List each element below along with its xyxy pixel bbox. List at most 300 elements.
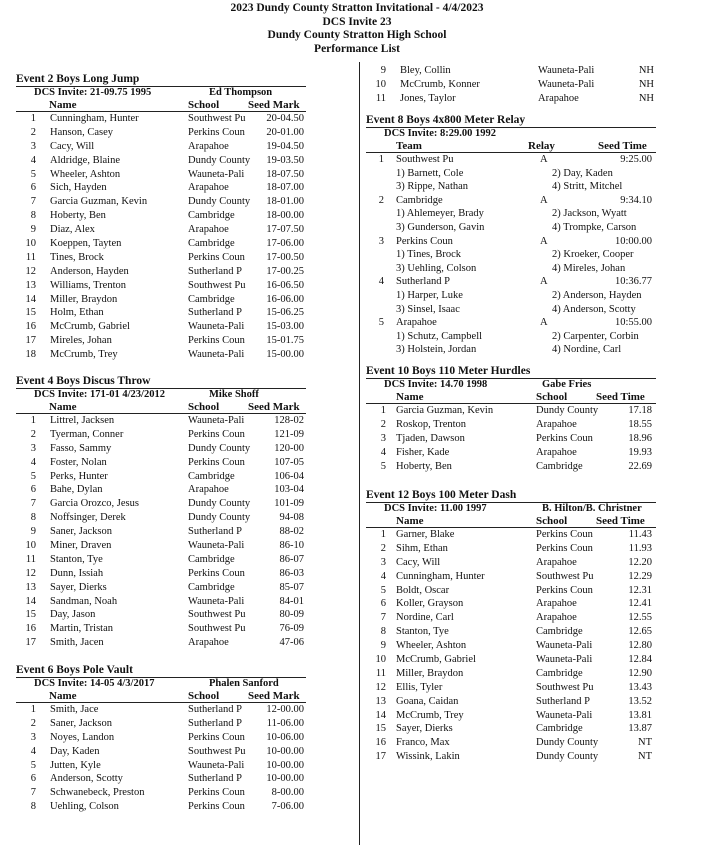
- team-name: Perkins Coun: [396, 235, 453, 247]
- mark: NT: [638, 751, 652, 763]
- place: 14: [25, 595, 36, 607]
- col-school: School: [536, 515, 568, 527]
- runner: 1) Tines, Brock: [396, 249, 462, 261]
- athlete-name: Stanton, Tye: [50, 553, 103, 565]
- result-row: [16, 112, 306, 126]
- result-row: [366, 597, 656, 611]
- place: 4: [30, 456, 36, 468]
- place: 3: [380, 432, 386, 444]
- relay-letter: A: [540, 317, 548, 329]
- place: 1: [30, 415, 36, 426]
- result-row: [366, 722, 656, 736]
- results-list: [16, 414, 306, 650]
- meet-subtitle: DCS Invite 23: [322, 15, 392, 28]
- col-school: School: [188, 401, 220, 413]
- mark: 76-09: [279, 623, 304, 635]
- runner: 1) Schutz, Campbell: [396, 330, 483, 342]
- place: 2: [378, 194, 384, 206]
- mark: 12.55: [628, 612, 652, 624]
- school: Perkins Coun: [188, 787, 245, 799]
- athlete-name: Jutten, Kyle: [50, 759, 101, 771]
- athlete-name: McCrumb, Trey: [396, 709, 464, 721]
- result-row: [366, 750, 656, 764]
- school: Arapahoe: [188, 484, 229, 496]
- athlete-name: Hoberty, Ben: [50, 210, 106, 222]
- record-label: DCS Invite: 8:29.00 1992: [384, 128, 496, 139]
- school: Perkins Coun: [188, 456, 245, 468]
- relay-runners-row: [366, 330, 656, 344]
- place: 11: [25, 553, 36, 565]
- mark: 12.29: [628, 570, 652, 582]
- host-school: Dundy County Stratton High School: [267, 29, 447, 41]
- athlete-name: Garcia Guzman, Kevin: [396, 405, 494, 416]
- record-label: DCS Invite: 14.70 1998: [384, 379, 488, 390]
- athlete-name: Cacy, Will: [50, 140, 95, 152]
- result-row: [16, 306, 306, 320]
- relay-runners-row: [366, 180, 656, 194]
- school: Perkins Coun: [536, 529, 593, 540]
- mark: 13.52: [628, 695, 652, 707]
- runner: 2) Kroeker, Cooper: [552, 249, 634, 261]
- school: Arapahoe: [188, 182, 229, 194]
- school: Sutherland P: [188, 704, 242, 715]
- athlete-name: Cunningham, Hunter: [396, 570, 485, 582]
- place: 3: [380, 556, 386, 568]
- athlete-name: McCrumb, Konner: [400, 78, 480, 90]
- athlete-name: Cacy, Will: [396, 556, 441, 568]
- relay-runners-row: [366, 262, 656, 276]
- place: 10: [375, 654, 386, 666]
- runner: 2) Anderson, Hayden: [552, 289, 642, 301]
- event-8-section: [366, 113, 656, 357]
- athlete-name: Garcia Orozco, Jesus: [50, 498, 139, 510]
- school: Cambridge: [536, 667, 583, 679]
- athlete-name: Mireles, Johan: [50, 335, 112, 347]
- place: 9: [30, 526, 36, 538]
- mark: 19.93: [628, 446, 652, 458]
- event-title: Event 2 Boys Long Jump: [16, 73, 140, 85]
- school: Sutherland P: [188, 307, 242, 319]
- place: 8: [30, 210, 36, 222]
- record-label: DCS Invite: 14-05 4/3/2017: [34, 678, 155, 689]
- athlete-name: Anderson, Hayden: [50, 265, 129, 277]
- place: 13: [375, 695, 386, 707]
- col-name: Name: [49, 690, 77, 702]
- mark: 15-00.00: [266, 349, 304, 361]
- result-row: [16, 154, 306, 168]
- relay-team-row: [366, 235, 656, 249]
- school: Dundy County: [188, 196, 251, 208]
- seed-time: 10:36.77: [614, 276, 652, 288]
- mark: 20-04.50: [266, 113, 304, 124]
- mark: 12.84: [628, 654, 652, 666]
- school: Arapahoe: [536, 598, 577, 610]
- result-row: [366, 611, 656, 625]
- record-line: [16, 677, 306, 690]
- mark: 101-09: [274, 498, 304, 510]
- relay-team-row: [366, 194, 656, 208]
- school: Dundy County: [188, 442, 251, 454]
- record-label: DCS Invite: 171-01 4/23/2012: [34, 389, 165, 400]
- athlete-name: Sandman, Noah: [50, 595, 118, 607]
- place: 12: [375, 681, 386, 693]
- school: Perkins Coun: [188, 567, 245, 579]
- place: 9: [30, 224, 36, 236]
- relay-results: [366, 153, 656, 357]
- school: Dundy County: [536, 405, 599, 416]
- athlete-name: Holm, Ethan: [50, 307, 104, 319]
- result-row: [16, 237, 306, 251]
- athlete-name: Wheeler, Ashton: [396, 640, 467, 652]
- result-row: [16, 553, 306, 567]
- place: 5: [30, 759, 36, 771]
- event-title: Event 4 Boys Discus Throw: [16, 375, 151, 387]
- mark: 10-00.00: [266, 773, 304, 785]
- seed-time: 9:25.00: [620, 154, 652, 165]
- runner: 3) Holstein, Jordan: [396, 344, 477, 356]
- event-6-section: [16, 663, 306, 814]
- relay-team-row: [366, 275, 656, 289]
- mark: 7-06.00: [271, 801, 304, 813]
- athlete-name: Noffsinger, Derek: [50, 512, 126, 524]
- athlete-name: Fisher, Kade: [396, 446, 450, 458]
- mark: 10-00.00: [266, 759, 304, 771]
- place: 2: [30, 717, 36, 729]
- result-row: [16, 567, 306, 581]
- mark: 17.18: [628, 405, 652, 416]
- school: Southwest Pu: [188, 623, 246, 635]
- school: Wauneta-Pali: [188, 168, 245, 180]
- result-row: [16, 759, 306, 773]
- school: Sutherland P: [188, 265, 242, 277]
- runner: 2) Day, Kaden: [552, 167, 613, 179]
- school: Perkins Coun: [188, 251, 245, 263]
- mark: 18-07.00: [266, 182, 304, 194]
- place: 4: [378, 276, 384, 288]
- mark: 12.31: [628, 584, 652, 596]
- col-name: Name: [396, 515, 424, 527]
- athlete-name: Hanson, Casey: [50, 126, 113, 138]
- runner: 4) Trompke, Carson: [552, 221, 637, 233]
- mark: 17-00.50: [266, 251, 304, 263]
- athlete-name: Garcia Guzman, Kevin: [50, 196, 148, 208]
- event-title: Event 10 Boys 110 Meter Hurdles: [366, 365, 531, 377]
- results-list: [366, 64, 656, 106]
- result-row: [16, 195, 306, 209]
- result-row: [366, 92, 656, 106]
- place: 1: [380, 529, 386, 540]
- place: 13: [25, 581, 36, 593]
- result-row: [16, 483, 306, 497]
- athlete-name: Day, Kaden: [50, 745, 100, 757]
- mark: 15-01.75: [266, 335, 304, 347]
- mark: NH: [638, 92, 654, 104]
- athlete-name: Williams, Trenton: [50, 279, 127, 291]
- col-seed-time: Seed Time: [596, 391, 645, 403]
- result-row: [16, 334, 306, 348]
- record-holder: B. Hilton/B. Christner: [542, 503, 642, 514]
- place: 10: [25, 238, 36, 250]
- mark: 12.41: [628, 598, 652, 610]
- result-row: [16, 456, 306, 470]
- mark: 19-03.50: [266, 154, 304, 166]
- result-row: [16, 265, 306, 279]
- result-row: [16, 168, 306, 182]
- athlete-name: Tjaden, Dawson: [396, 432, 465, 444]
- mark: 47-06: [279, 637, 304, 649]
- athlete-name: Noyes, Landon: [50, 731, 115, 743]
- mark: 13.87: [628, 723, 652, 735]
- place: 1: [380, 405, 386, 416]
- result-row: [16, 414, 306, 428]
- place: 16: [25, 321, 36, 333]
- column-header: [16, 690, 306, 703]
- relay-letter: A: [540, 194, 548, 206]
- athlete-name: Uehling, Colson: [50, 801, 119, 813]
- place: 3: [30, 731, 36, 743]
- school: Wauneta-Pali: [188, 540, 245, 552]
- place: 12: [25, 265, 36, 277]
- mark: NH: [638, 78, 654, 90]
- athlete-name: Wissink, Lakin: [396, 751, 460, 763]
- record-holder: Mike Shoff: [209, 389, 259, 400]
- athlete-name: Roskop, Trenton: [396, 418, 467, 430]
- place: 16: [375, 737, 386, 749]
- school: Perkins Coun: [536, 432, 593, 444]
- runner: 3) Rippe, Nathan: [396, 181, 469, 193]
- result-row: [366, 667, 656, 681]
- place: 1: [378, 154, 384, 165]
- school: Southwest Pu: [188, 609, 246, 621]
- result-row: [16, 428, 306, 442]
- runner: 1) Harper, Luke: [396, 289, 463, 301]
- school: Wauneta-Pali: [536, 654, 593, 666]
- mark: 12-00.00: [266, 704, 304, 715]
- athlete-name: Miller, Braydon: [396, 667, 464, 679]
- mark: 12.20: [628, 556, 652, 568]
- mark: 20-01.00: [266, 126, 304, 138]
- athlete-name: Smith, Jace: [50, 704, 99, 715]
- mark: 18.55: [628, 418, 652, 430]
- result-row: [16, 636, 306, 650]
- relay-team-row: [366, 153, 656, 167]
- result-row: [366, 709, 656, 723]
- athlete-name: Cunningham, Hunter: [50, 113, 139, 124]
- athlete-name: Stanton, Tye: [396, 626, 449, 638]
- event-2-section: [16, 72, 306, 362]
- mark: 10-06.00: [266, 731, 304, 743]
- result-row: [16, 539, 306, 553]
- place: 10: [25, 540, 36, 552]
- result-row: [16, 731, 306, 745]
- result-row: [16, 745, 306, 759]
- mark: 17-07.50: [266, 224, 304, 236]
- athlete-name: Bahe, Dylan: [50, 484, 103, 496]
- school: Perkins Coun: [188, 801, 245, 813]
- record-line: [366, 127, 656, 140]
- place: 11: [375, 667, 386, 679]
- school: Arapahoe: [536, 612, 577, 624]
- place: 10: [375, 78, 386, 90]
- place: 12: [25, 567, 36, 579]
- result-row: [366, 78, 656, 92]
- column-header: [366, 140, 656, 153]
- result-row: [366, 681, 656, 695]
- mark: 103-04: [274, 484, 304, 496]
- column-header: [16, 401, 306, 414]
- runner: 3) Sinsel, Isaac: [396, 303, 460, 315]
- school: Southwest Pu: [536, 570, 594, 582]
- mark: 15-06.25: [266, 307, 304, 319]
- result-row: [16, 348, 306, 362]
- event-10-section: [366, 364, 656, 473]
- seed-time: 10:00.00: [614, 235, 652, 247]
- mark: 12.80: [628, 640, 652, 652]
- result-row: [16, 497, 306, 511]
- relay-runners-row: [366, 289, 656, 303]
- mark: 13.43: [628, 681, 652, 693]
- place: 6: [30, 773, 36, 785]
- result-row: [366, 460, 656, 474]
- mark: NT: [638, 737, 652, 749]
- school: Perkins Coun: [536, 584, 593, 596]
- result-row: [366, 570, 656, 584]
- mark: 86-03: [279, 567, 304, 579]
- place: 17: [25, 335, 36, 347]
- runner: 4) Stritt, Mitchel: [552, 181, 623, 193]
- result-row: [16, 279, 306, 293]
- event-4-section: [16, 374, 306, 650]
- school: Cambridge: [188, 470, 235, 482]
- school: Southwest Pu: [188, 113, 246, 124]
- mark: 11.93: [628, 542, 652, 554]
- event-title: Event 8 Boys 4x800 Meter Relay: [366, 114, 526, 126]
- result-row: [16, 608, 306, 622]
- school: Wauneta-Pali: [188, 759, 245, 771]
- school: Dundy County: [188, 498, 251, 510]
- athlete-name: Ellis, Tyler: [396, 681, 443, 693]
- record-line: [366, 502, 656, 515]
- runner: 2) Jackson, Wyatt: [552, 208, 627, 220]
- result-row: [16, 442, 306, 456]
- runner: 4) Nordine, Carl: [552, 344, 622, 356]
- place: 7: [380, 612, 386, 624]
- runner: 3) Gunderson, Gavin: [396, 221, 485, 233]
- mark: 16-06.50: [266, 279, 304, 291]
- athlete-name: Wheeler, Ashton: [50, 168, 121, 180]
- runner: 1) Ahlemeyer, Brady: [396, 208, 484, 220]
- mark: 18-00.00: [266, 210, 304, 222]
- mark: 11.43: [628, 529, 652, 540]
- column-divider: [359, 62, 360, 845]
- school: Wauneta-Pali: [536, 640, 593, 652]
- record-line: [16, 86, 306, 99]
- place: 5: [380, 584, 386, 596]
- mark: 106-04: [274, 470, 304, 482]
- school: Cambridge: [536, 460, 583, 472]
- record-holder: Phalen Sanford: [209, 678, 279, 689]
- athlete-name: Garner, Blake: [396, 529, 455, 540]
- mark: 18-07.50: [266, 168, 304, 180]
- relay-letter: A: [540, 154, 548, 165]
- mark: 128-02: [274, 415, 304, 426]
- place: 2: [380, 542, 386, 554]
- relay-runners-row: [366, 207, 656, 221]
- school: Arapahoe: [536, 446, 577, 458]
- school: Dundy County: [536, 751, 599, 763]
- result-row: [366, 404, 656, 418]
- athlete-name: Martin, Tristan: [50, 623, 114, 635]
- result-row: [16, 470, 306, 484]
- school: Perkins Coun: [188, 428, 245, 440]
- col-name: Name: [49, 99, 77, 111]
- result-row: [16, 209, 306, 223]
- record-holder: Ed Thompson: [209, 87, 273, 98]
- athlete-name: Smith, Jacen: [50, 637, 104, 649]
- record-label: DCS Invite: 11.00 1997: [384, 503, 487, 514]
- mark: 107-05: [274, 456, 304, 468]
- athlete-name: Perks, Hunter: [50, 470, 108, 482]
- relay-runners-row: [366, 343, 656, 357]
- place: 11: [25, 251, 36, 263]
- school: Arapahoe: [538, 92, 579, 104]
- school: Southwest Pu: [188, 745, 246, 757]
- school: Wauneta-Pali: [538, 65, 595, 76]
- place: 3: [378, 235, 384, 247]
- school: Sutherland P: [188, 717, 242, 729]
- col-name: Name: [396, 391, 424, 403]
- place: 17: [25, 637, 36, 649]
- athlete-name: Schwanebeck, Preston: [50, 787, 145, 799]
- place: 3: [30, 442, 36, 454]
- result-row: [16, 581, 306, 595]
- athlete-name: Anderson, Scotty: [50, 773, 123, 785]
- athlete-name: Aldridge, Blaine: [50, 154, 120, 166]
- athlete-name: Hoberty, Ben: [396, 460, 452, 472]
- col-school: School: [536, 391, 568, 403]
- mark: 19-04.50: [266, 140, 304, 152]
- result-row: [16, 126, 306, 140]
- athlete-name: Diaz, Alex: [50, 224, 95, 236]
- column-header: [366, 515, 656, 528]
- result-row: [366, 639, 656, 653]
- col-seed-mark: Seed Mark: [248, 401, 300, 413]
- mark: 17-06.00: [266, 238, 304, 250]
- result-row: [16, 525, 306, 539]
- record-holder: Gabe Fries: [542, 379, 592, 390]
- mark: 88-02: [279, 526, 304, 538]
- runner: 4) Anderson, Scotty: [552, 303, 636, 315]
- place: 8: [30, 512, 36, 524]
- school: Wauneta-Pali: [188, 321, 245, 333]
- col-name: Name: [49, 401, 77, 413]
- report-title: Performance List: [314, 42, 400, 55]
- place: 5: [30, 470, 36, 482]
- mark: 84-01: [279, 595, 304, 607]
- place: 18: [25, 349, 36, 361]
- col-seed-mark: Seed Mark: [248, 99, 300, 111]
- meet-title: 2023 Dundy County Stratton Invitational - 4/4/2023: [230, 2, 484, 14]
- athlete-name: Koller, Grayson: [396, 598, 464, 610]
- mark: 85-07: [279, 581, 304, 593]
- mark: 17-00.25: [266, 265, 304, 277]
- column-header: [366, 391, 656, 404]
- athlete-name: Littrel, Jacksen: [50, 415, 115, 426]
- place: 9: [380, 640, 386, 652]
- result-row: [366, 736, 656, 750]
- athlete-name: Fasso, Sammy: [50, 442, 112, 454]
- mark: 121-09: [274, 428, 304, 440]
